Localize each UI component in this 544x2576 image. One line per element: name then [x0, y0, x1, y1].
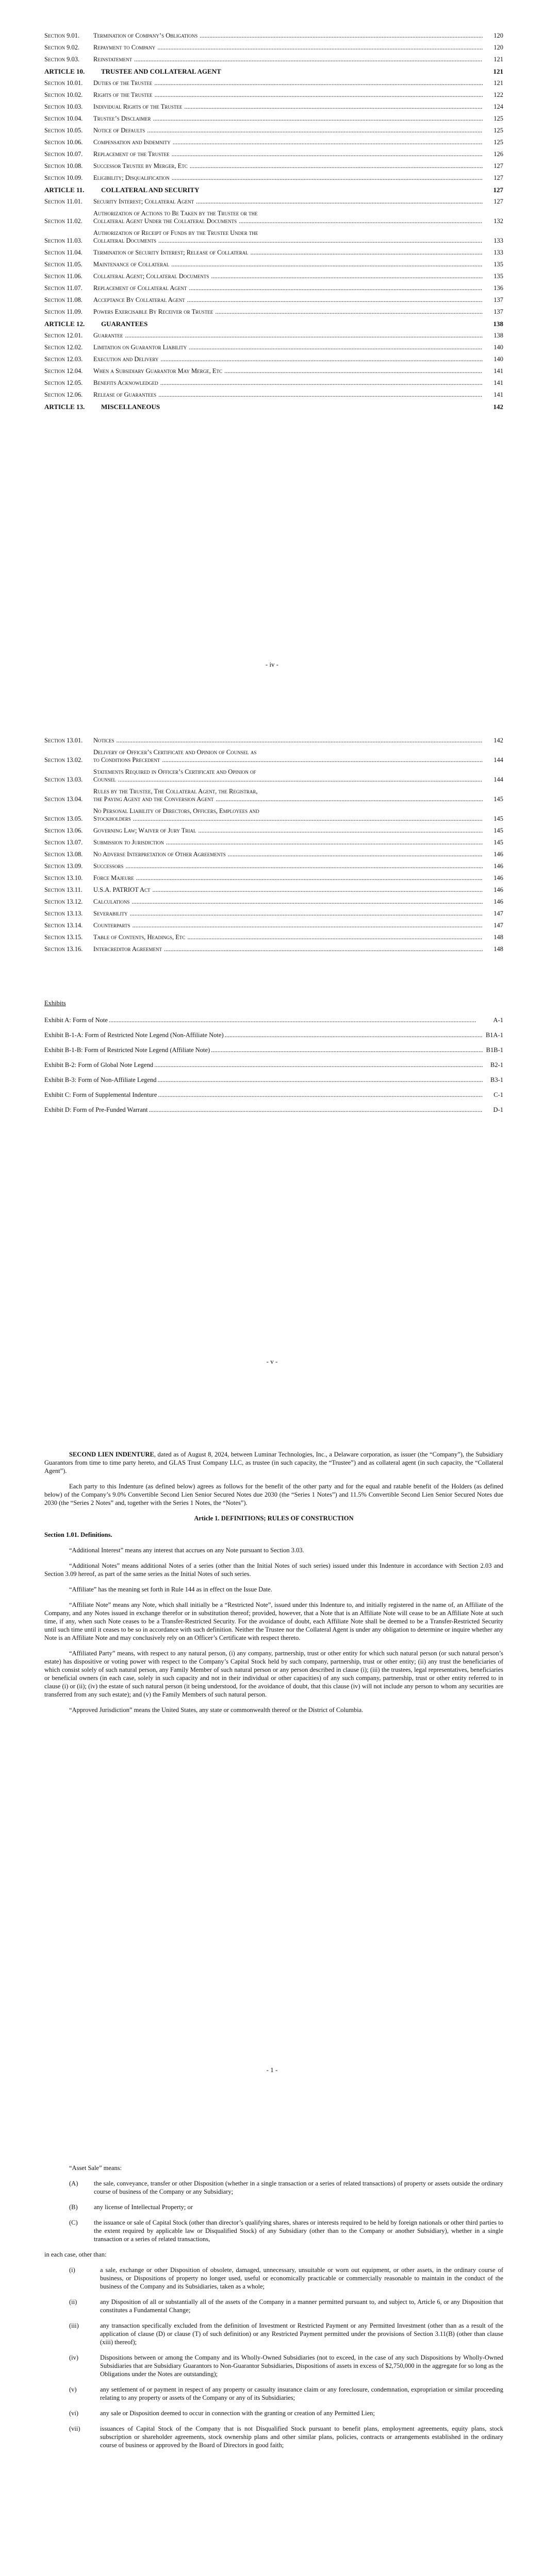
exhibit-row[interactable] [44, 1031, 503, 1039]
toc-number: Section 13.13. [44, 910, 83, 917]
toc-title: Table of Contents, Headings, Etc ..... [93, 934, 483, 941]
toc-number: Section 11.07. [44, 284, 83, 292]
toc-title: Rights of the Trustee ..... [93, 91, 483, 99]
toc-page: 137 [483, 308, 503, 316]
list-item [44, 2353, 503, 2378]
list-marker: (vi) [69, 2410, 79, 2417]
exhibit-page: A-1 [483, 1016, 503, 1024]
toc-section-row[interactable] [44, 827, 503, 835]
list-marker: (ii) [69, 2298, 77, 2306]
toc-section-row[interactable] [44, 874, 503, 882]
toc-number: Section 13.11. [44, 886, 83, 893]
exhibit-row[interactable] [44, 1016, 503, 1024]
toc-section-row[interactable] [44, 910, 503, 918]
exhibit-title: Exhibit D: Form of Pre-Funded Warrant ..... [44, 1106, 483, 1114]
toc-number: Section 10.09. [44, 174, 83, 181]
exhibit-row[interactable] [44, 1091, 503, 1099]
page-number: - 1 - [266, 2066, 278, 2074]
toc-title [93, 807, 483, 823]
table-of-contents [44, 32, 503, 415]
list-item [44, 2409, 503, 2417]
toc-title [93, 229, 483, 245]
list-text: the sale, conveyance, transfer or other Disposition (whether in a single transaction or a series of related transactions) of property or assets outside the ordinary course of business of the Company or any Subsidiary; [94, 2180, 503, 2195]
toc-number: Section 13.07. [44, 839, 83, 846]
toc-title: Guarantee ..... [93, 332, 483, 340]
toc-title: TRUSTEE AND COLLATERAL AGENT [101, 67, 221, 75]
list-item [44, 2179, 503, 2196]
toc-section-row[interactable] [44, 273, 503, 280]
toc-section-row[interactable] [44, 749, 503, 764]
toc-page: 146 [483, 862, 503, 870]
toc-page: 125 [483, 127, 503, 134]
toc-title: Individual Rights of the Trustee ..... [93, 103, 483, 111]
toc-title: Limitation on Guarantor Liability ..... [93, 344, 483, 351]
exhibit-row[interactable] [44, 1076, 503, 1084]
article-heading: Article 1. DEFINITIONS; RULES OF CONSTRUCTION [194, 1515, 354, 1522]
toc-page: 121 [483, 56, 503, 63]
toc-page: 141 [483, 367, 503, 375]
toc-page: 120 [483, 32, 503, 40]
toc-section-row[interactable] [44, 162, 503, 170]
toc-section-row[interactable] [44, 229, 503, 245]
page-1-body [44, 1450, 503, 1721]
toc-number: ARTICLE 10. [44, 67, 85, 75]
toc-page: 125 [483, 139, 503, 146]
toc-title: Maintenance of Collateral ..... [93, 261, 483, 268]
toc-number: Section 10.01. [44, 79, 83, 87]
toc-section-row[interactable] [44, 32, 503, 40]
list-marker: (B) [69, 2204, 78, 2211]
toc-number: Section 13.02. [44, 756, 83, 764]
toc-title-line: Statements Required in Officer’s Certificate and Opinion of [93, 768, 256, 775]
list-marker: (C) [69, 2219, 78, 2226]
indenture-title: SECOND LIEN INDENTURE [69, 1451, 154, 1458]
toc-title: Governing Law; Waiver of Jury Trial ..... [93, 827, 483, 835]
toc-section-row[interactable] [44, 788, 503, 803]
toc-title [93, 749, 483, 764]
toc-title-line: Rules by the Trustee, The Collateral Agent, the Registrar, [93, 788, 258, 795]
in-each-case: in each case, other than: [44, 2251, 107, 2258]
toc-number: Section 13.06. [44, 827, 83, 834]
list-marker: (i) [69, 2266, 75, 2274]
toc-title: Successors ..... [93, 862, 483, 870]
list-marker: (iv) [69, 2354, 79, 2361]
toc-number: Section 11.04. [44, 249, 83, 256]
toc-section-row[interactable] [44, 379, 503, 387]
toc-section-row[interactable] [44, 737, 503, 744]
exhibit-page: B3-1 [483, 1076, 503, 1084]
toc-article-row[interactable] [44, 320, 503, 328]
exhibit-page: D-1 [483, 1106, 503, 1114]
list-item [44, 2203, 503, 2211]
list-marker: (v) [69, 2386, 77, 2393]
toc-number: Section 10.02. [44, 91, 83, 98]
toc-section-row[interactable] [44, 332, 503, 340]
toc-page: 148 [483, 934, 503, 941]
intro-paragraph: SECOND LIEN INDENTURE, dated as of August 8, 2024, between Luminar Technologies, Inc., a Delaware corporation, as issuer (the “Company”), the Subsidiary Guarantors from time to time party hereto, and GLAS Trust Company LLC, as trustee (in such capacity, the “Trustee”) and as collateral agent (in such capacity, the “Collateral Agent”). [44, 1451, 503, 1475]
toc-page: 140 [483, 355, 503, 363]
toc-title: Notice of Defaults ..... [93, 127, 483, 134]
toc-number: Section 13.04. [44, 795, 83, 803]
indenture-page-2 [0, 2105, 544, 2576]
toc-section-row[interactable] [44, 198, 503, 206]
list-marker: (vii) [69, 2425, 80, 2432]
toc-title [93, 788, 483, 803]
toc-page: 146 [483, 851, 503, 858]
definition: “Affiliated Party” means, with respect to any natural person, (i) any company, partnership, trust or other entity for which such natural person (or such natural person’s estate) has dispositive or voting power with respect to the Company’s Capital Stock held by such company, partnership, trust or other entity; (ii) any trust the beneficiaries of which consist solely of such natural person, any Family Member of such natural person or any person described in clause (i); (iii) the trustees, legal representatives, beneficiaries or beneficial owners (in each case, solely in such capacity and not in their individual or other capacities) of any such company, partnership, trust or other entity referred to in clause (i) or (ii); (iv) the estate of such natural person (it being understood, for the avoidance of doubt, that this clause (iv) will not include any person to whom any securities are transferred from any such estate); and (v) the Family Members of such natural person. [44, 1650, 503, 1698]
toc-section-row[interactable] [44, 284, 503, 292]
toc-section-row[interactable] [44, 210, 503, 225]
exhibit-title: Exhibit A: Form of Note ..... [44, 1016, 483, 1024]
toc-title: Security Interest; Collateral Agent ..... [93, 198, 483, 206]
exhibit-title: Exhibit C: Form of Supplemental Indenture ..... [44, 1091, 483, 1099]
toc-page: 127 [483, 174, 503, 182]
toc-title: Notices ..... [93, 737, 483, 744]
toc-number: Section 11.06. [44, 273, 83, 280]
toc-number: Section 13.15. [44, 934, 83, 941]
toc-number: Section 9.03. [44, 56, 80, 63]
toc-title [93, 768, 483, 784]
page-2-body [44, 2164, 503, 2456]
toc-page: 145 [483, 839, 503, 846]
list-text: any transaction specifically excluded from the definition of Investment or Restricted Payment or any Permitted Investment (other than as a result of the application of clause (D) or clause (T) of such definition) or any Restricted Payment permitted under the provisions of Section 3.11(B) (other than clause (xiii) thereof); [100, 2322, 503, 2346]
toc-number: Section 9.01. [44, 32, 80, 39]
toc-title: Force Majeure ..... [93, 874, 483, 882]
toc-page: 144 [483, 756, 503, 764]
toc-number: Section 13.01. [44, 737, 83, 744]
toc-number: Section 10.07. [44, 150, 83, 158]
definition: “Affiliate Note” means any Note, which shall initially be a “Restricted Note”, issued under this Indenture to, and initially registered in the name of, an Affiliate of the Company, and any Notes issued in exchange therefor or in substitution thereof; provided, however, that a Note that is an Affiliate Note will cease to be an Affiliate Note at such time, if any, when such Note ceases to be a Transfer-Restricted Security. For the avoidance of doubt, each Affiliate Note shall be deemed to be a Transfer-Restricted Security until such time until it ceases to be so in accordance with such definition. Neither the Trustee nor the Collateral Agent is under any obligation to determine or inquire whether any Note is an Affiliate Note and may conclusively rely on an Officer’s Certificate with respect thereto. [44, 1601, 503, 1641]
toc-page: 138 [483, 332, 503, 340]
toc-title: Repayment to Company ..... [93, 44, 483, 52]
exhibit-row[interactable] [44, 1106, 503, 1114]
toc-title: No Adverse Interpretation of Other Agreements ..... [93, 851, 483, 858]
toc-section-row[interactable] [44, 115, 503, 123]
toc-title: Execution and Delivery ..... [93, 355, 483, 363]
toc-title-line: No Personal Liability of Directors, Officers, Employees and [93, 807, 259, 815]
toc-section-row[interactable] [44, 934, 503, 941]
toc-page: 127 [483, 186, 503, 194]
toc-title: Release of Guarantees ..... [93, 391, 483, 399]
exhibit-title: Exhibit B-1-A: Form of Restricted Note Legend (Non-Affiliate Note) ..... [44, 1031, 483, 1039]
toc-number: Section 10.06. [44, 139, 83, 146]
toc-number: Section 13.09. [44, 862, 83, 870]
toc-page: 145 [483, 815, 503, 823]
definition: “Additional Notes” means additional Notes of a series (other than the Initial Notes of such series) issued under this Indenture in accordance with Section 2.03 and Section 3.09 hereof, as part of the same series as the Initial Notes of such series. [44, 1562, 503, 1578]
toc-number: Section 13.05. [44, 815, 83, 822]
toc-article-row[interactable] [44, 186, 503, 194]
toc-page: 132 [483, 217, 503, 225]
toc-section-row[interactable] [44, 355, 503, 363]
toc-section-row[interactable] [44, 174, 503, 182]
exhibit-title: Exhibit B-1-B: Form of Restricted Note Legend (Affiliate Note) ..... [44, 1046, 483, 1054]
page-number: - iv - [265, 660, 279, 668]
toc-title: Compensation and Indemnity ..... [93, 139, 483, 146]
list-text: any Disposition of all or substantially all of the assets of the Company in a manner permitted pursuant to, and subject to, Article 6, or any Disposition that constitutes a Fundamental Change; [100, 2298, 503, 2314]
toc-page: 126 [483, 150, 503, 158]
list-text: a sale, exchange or other Disposition of obsolete, damaged, unnecessary, unsuitable or worn out equipment, or other assets, in the ordinary course of business, or Dispositions of property no longer used, useful or economically practicable or commercially reasonable to maintain in the conduct of the business of the Company and its Subsidiaries, taken as a whole; [100, 2266, 503, 2290]
exhibit-title: Exhibit B-2: Form of Global Note Legend ..... [44, 1061, 483, 1069]
toc-number: Section 12.05. [44, 379, 83, 386]
toc-title: Counterparts ..... [93, 922, 483, 929]
toc-title-line: the Paying Agent and the Conversion Agent [93, 795, 214, 803]
toc-page: 120 [483, 44, 503, 52]
toc-section-row[interactable] [44, 150, 503, 158]
exhibit-row[interactable] [44, 1061, 503, 1069]
list-text: any license of Intellectual Property; or [94, 2204, 193, 2211]
toc-title: Severability ..... [93, 910, 483, 918]
exhibit-page: B2-1 [483, 1061, 503, 1069]
toc-page-iv [0, 0, 544, 698]
toc-title: Successor Trustee by Merger, Etc ..... [93, 162, 483, 170]
toc-page: 138 [483, 320, 503, 328]
toc-section-row[interactable] [44, 103, 503, 111]
toc-section-row[interactable] [44, 922, 503, 929]
toc-page: 125 [483, 115, 503, 123]
list-marker: (iii) [69, 2322, 79, 2329]
toc-section-row[interactable] [44, 261, 503, 268]
toc-number: Section 10.05. [44, 127, 83, 134]
toc-number: Section 12.01. [44, 332, 83, 339]
toc-title: MISCELLANEOUS [101, 403, 160, 411]
toc-title-line: Counsel [93, 776, 116, 783]
toc-article-row[interactable] [44, 67, 503, 75]
list-item [44, 2385, 503, 2402]
toc-section-row[interactable] [44, 851, 503, 858]
toc-section-row[interactable] [44, 945, 503, 953]
toc-page: 146 [483, 898, 503, 906]
toc-number: Section 9.02. [44, 44, 80, 51]
toc-title: Termination of Security Interest; Release of Collateral ..... [93, 249, 483, 257]
toc-title [93, 210, 483, 225]
toc-number: ARTICLE 12. [44, 320, 85, 328]
toc-section-row[interactable] [44, 344, 503, 351]
toc-section-row[interactable] [44, 862, 503, 870]
toc-page: 140 [483, 344, 503, 351]
list-item [44, 2321, 503, 2346]
toc-title: Submission to Jurisdiction ..... [93, 839, 483, 846]
toc-title: Acceptance By Collateral Agent ..... [93, 296, 483, 304]
toc-title: Benefits Acknowledged ..... [93, 379, 483, 387]
toc-title-line: Authorization of Receipt of Funds by the Trustee Under the [93, 229, 258, 236]
exhibit-row[interactable] [44, 1046, 503, 1054]
toc-number: Section 10.04. [44, 115, 83, 122]
list-item [44, 2266, 503, 2291]
toc-section-row[interactable] [44, 898, 503, 906]
toc-title: Replacement of the Trustee ..... [93, 150, 483, 158]
toc-section-row[interactable] [44, 886, 503, 894]
toc-number: ARTICLE 13. [44, 403, 85, 411]
toc-title-line: Delivery of Officer’s Certificate and Opinion of Counsel as [93, 749, 257, 756]
page-number: - v - [266, 1358, 278, 1365]
list-text: issuances of Capital Stock of the Company that is not Disqualified Stock pursuant to benefit plans, employment agreements, equity plans, stock subscription or shareholder agreements, stock ownership plans and other similar plans, policies, contracts or arrangements established in the ordinary course of business or approved by the Board of Directors in good faith; [100, 2425, 503, 2449]
list-text: any settlement of or payment in respect of any property or casualty insurance claim or any foreclosure, condemnation, expropriation or similar proceeding relating to any property or assets of the Company or any of its Subsidiaries; [100, 2386, 503, 2401]
toc-page: 122 [483, 91, 503, 99]
toc-section-row[interactable] [44, 807, 503, 823]
list-item [44, 2218, 503, 2243]
definition: “Asset Sale” means: [69, 2164, 122, 2172]
toc-page: 142 [483, 737, 503, 744]
toc-title-line: Stockholders [93, 815, 131, 822]
toc-title: Duties of the Trustee ..... [93, 79, 483, 87]
toc-title: COLLATERAL AND SECURITY [101, 186, 200, 194]
toc-number: Section 11.02. [44, 217, 83, 225]
toc-number: Section 13.10. [44, 874, 83, 882]
toc-section-row[interactable] [44, 91, 503, 99]
toc-number: Section 10.03. [44, 103, 83, 110]
toc-section-row[interactable] [44, 296, 503, 304]
toc-title-line: to Conditions Precedent [93, 756, 160, 764]
toc-title: Intercreditor Agreement ..... [93, 945, 483, 953]
toc-page: 124 [483, 103, 503, 111]
toc-title-line: Collateral Documents [93, 237, 156, 244]
toc-section-row[interactable] [44, 139, 503, 146]
exhibit-title: Exhibit B-3: Form of Non-Affiliate Legend ..... [44, 1076, 483, 1084]
toc-title-line: Authorization of Actions to Be Taken by the Trustee or the [93, 210, 258, 217]
toc-page: 141 [483, 379, 503, 387]
toc-number: Section 13.14. [44, 922, 83, 929]
toc-section-row[interactable] [44, 308, 503, 316]
table-of-contents [44, 737, 503, 957]
toc-page: 142 [483, 403, 503, 411]
toc-title: Replacement of Collateral Agent ..... [93, 284, 483, 292]
toc-number: Section 11.05. [44, 261, 83, 268]
toc-number: Section 11.03. [44, 237, 83, 244]
toc-number: Section 11.08. [44, 296, 83, 303]
indenture-page-1 [0, 1396, 544, 2105]
toc-number: Section 11.09. [44, 308, 83, 315]
definition: “Approved Jurisdiction” means the United States, any state or commonwealth thereof or the District of Columbia. [69, 1706, 364, 1714]
toc-article-row[interactable] [44, 403, 503, 411]
toc-page: 147 [483, 910, 503, 918]
list-item [44, 2298, 503, 2314]
toc-title: Calculations ..... [93, 898, 483, 906]
toc-number: Section 10.08. [44, 162, 83, 170]
exhibits-list [44, 999, 503, 1121]
toc-page: 146 [483, 874, 503, 882]
toc-title: Reinstatement ..... [93, 56, 483, 63]
toc-page: 145 [483, 795, 503, 803]
definition: “Additional Interest” means any interest that accrues on any Note pursuant to Section 3.03. [69, 1547, 304, 1554]
toc-title: U.S.A. PATRIOT Act ..... [93, 886, 483, 894]
toc-number: Section 13.08. [44, 851, 83, 858]
toc-number: Section 12.03. [44, 355, 83, 363]
toc-page: 135 [483, 261, 503, 268]
toc-section-row[interactable] [44, 56, 503, 63]
toc-number: Section 12.04. [44, 367, 83, 375]
toc-number: Section 13.03. [44, 776, 83, 783]
toc-page-v [0, 698, 544, 1396]
toc-number: Section 13.16. [44, 945, 83, 953]
toc-page: 147 [483, 922, 503, 929]
toc-title: Collateral Agent; Collateral Documents ..... [93, 273, 483, 280]
toc-title-line: Collateral Agent Under the Collateral Documents [93, 217, 237, 225]
toc-page: 136 [483, 284, 503, 292]
toc-page: 133 [483, 237, 503, 245]
toc-section-row[interactable] [44, 367, 503, 375]
toc-page: 145 [483, 827, 503, 835]
exhibit-page: B1A-1 [483, 1031, 503, 1039]
toc-page: 146 [483, 886, 503, 894]
toc-number: Section 12.06. [44, 391, 83, 398]
toc-number: ARTICLE 11. [44, 186, 85, 194]
toc-section-row[interactable] [44, 79, 503, 87]
list-item [44, 2425, 503, 2449]
toc-title: Termination of Company’s Obligations ..... [93, 32, 483, 40]
toc-page: 127 [483, 162, 503, 170]
toc-section-row[interactable] [44, 44, 503, 52]
toc-page: 141 [483, 391, 503, 399]
list-text: Dispositions between or among the Company and its Wholly-Owned Subsidiaries (not to exceed, in the case of any such Dispositions by Wholly-Owned Subsidiaries that are Subsidiary Guarantors to Non-Guarantor Subsidiaries, Dispositions of assets in excess of $2,750,000 in the aggregate for so long as the Obligations under the Notes are outstanding); [100, 2354, 503, 2378]
toc-section-row[interactable] [44, 768, 503, 784]
preamble-paragraph: Each party to this Indenture (as defined below) agrees as follows for the benefit of the other party and for the equal and ratable benefit of the Holders (as defined below) of the Company’s 9.0% Convertible Second Lien Senior Secured Notes due 2030 (the “Series 1 Notes”) and 11.5% Convertible Second Lien Senior Secured Notes due 2030 (the “Series 2 Notes” and, together with the Series 1 Notes, the “Notes”). [44, 1483, 503, 1506]
toc-number: Section 12.02. [44, 344, 83, 351]
exhibit-page: B1B-1 [483, 1046, 503, 1054]
toc-section-row[interactable] [44, 127, 503, 134]
toc-title: When a Subsidiary Guarantor May Merge, Etc ..... [93, 367, 483, 375]
list-text: the issuance or sale of Capital Stock (other than director’s qualifying shares, shares or interests required to be held by foreign nationals or other third parties to the extent required by applicable law or Disqualified Stock) of any Subsidiary (other than to the Company or another Subsidiary), whether in a single transaction or a series of related transactions, [94, 2219, 503, 2243]
toc-number: Section 13.12. [44, 898, 83, 905]
toc-page: 127 [483, 198, 503, 206]
toc-page: 137 [483, 296, 503, 304]
toc-title: Powers Exercisable By Receiver or Trustee ..... [93, 308, 483, 316]
toc-page: 135 [483, 273, 503, 280]
list-text: any sale or Disposition deemed to occur in connection with the granting or creation of any Permitted Lien; [100, 2410, 375, 2417]
exhibit-page: C-1 [483, 1091, 503, 1099]
toc-section-row[interactable] [44, 839, 503, 846]
list-marker: (A) [69, 2180, 78, 2187]
toc-page: 144 [483, 776, 503, 784]
exhibits-title: Exhibits [44, 999, 66, 1007]
toc-page: 121 [483, 67, 503, 75]
toc-title: GUARANTEES [101, 320, 148, 328]
toc-page: 148 [483, 945, 503, 953]
toc-number: Section 11.01. [44, 198, 83, 205]
toc-page: 121 [483, 79, 503, 87]
toc-section-row[interactable] [44, 249, 503, 257]
toc-title: Eligibility; Disqualification ..... [93, 174, 483, 182]
toc-title: Trustee’s Disclaimer ..... [93, 115, 483, 123]
section-heading: Section 1.01. Definitions. [44, 1531, 112, 1538]
definition: “Affiliate” has the meaning set forth in Rule 144 as in effect on the Issue Date. [69, 1586, 272, 1593]
toc-page: 133 [483, 249, 503, 257]
toc-section-row[interactable] [44, 391, 503, 399]
